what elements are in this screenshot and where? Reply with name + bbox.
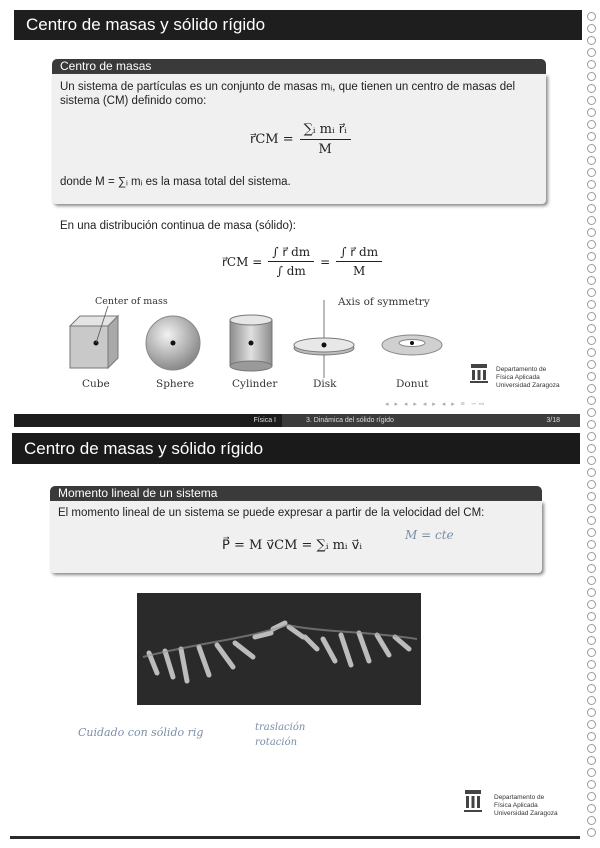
institution-block-2: [494, 794, 558, 818]
cm-formula: [250, 122, 351, 157]
binding-ring: [587, 336, 596, 345]
binding-ring: [587, 672, 596, 681]
binding-ring: [587, 576, 596, 585]
binding-ring: [587, 84, 596, 93]
continuous-formula: [222, 245, 382, 278]
binding-ring: [587, 828, 596, 837]
footer-section: 3. Dinámica del sólido rígido: [306, 417, 394, 424]
binding-ring: [587, 240, 596, 249]
cm-formula-lhs: r⃗CM =: [250, 132, 294, 147]
institution2-line-3: Universidad Zaragoza: [494, 810, 558, 817]
shape-label-cube: Cube: [82, 378, 110, 390]
binding-ring: [587, 312, 596, 321]
bottom-rule: [10, 836, 580, 839]
binding-ring: [587, 720, 596, 729]
binding-ring: [587, 564, 596, 573]
slide2-block-title: Momento lineal de un sistema: [50, 486, 542, 501]
binding-ring: [587, 432, 596, 441]
cube-shape: [70, 306, 118, 368]
cm-formula-numerator: ∑ᵢ mᵢ r⃗ᵢ: [300, 122, 351, 140]
binding-ring: [587, 204, 596, 213]
binding-ring: [587, 192, 596, 201]
university-logo-icon: [468, 362, 490, 386]
binding-ring: [587, 156, 596, 165]
binding-ring: [587, 780, 596, 789]
slide2-title: Centro de masas y sólido rígido: [12, 433, 580, 464]
binding-ring: [587, 288, 596, 297]
binding-ring: [587, 528, 596, 537]
binding-ring: [587, 168, 596, 177]
shape-label-sphere: Sphere: [156, 378, 195, 390]
institution2-line-2: Física Aplicada: [494, 802, 538, 809]
cylinder-shape: [230, 315, 272, 371]
binding-ring: [587, 588, 596, 597]
binding-ring: [587, 708, 596, 717]
disk-shape: [294, 300, 354, 378]
binding-ring: [587, 624, 596, 633]
institution-line-2: Física Aplicada: [496, 374, 540, 381]
slide1-title: Centro de masas y sólido rígido: [14, 10, 582, 40]
binding-ring: [587, 660, 596, 669]
binding-ring: [587, 612, 596, 621]
continuous-eq: =: [320, 254, 331, 269]
binding-ring: [587, 324, 596, 333]
binding-ring: [587, 384, 596, 393]
donut-shape: [382, 335, 442, 355]
binding-ring: [587, 504, 596, 513]
slide2-block-text: El momento lineal de un sistema se puede expresar a partir de la velocidad del CM:: [58, 507, 485, 519]
binding-ring: [587, 216, 596, 225]
binding-ring: [587, 636, 596, 645]
handwritten-note-1: Cuidado con sólido rig: [78, 726, 204, 739]
handwritten-note-2: traslación: [255, 722, 306, 733]
footer-course: Física I: [253, 417, 276, 424]
beamer-navigation-icons[interactable]: ◂ ▸ ◂ ▸ ◂ ▸ ◂ ▸ ≡ ∽∾: [385, 401, 487, 408]
axis-of-symmetry-label: Axis of symmetry: [338, 296, 430, 308]
cm-formula-denominator: M: [318, 142, 332, 157]
binding-ring: [587, 120, 596, 129]
binding-ring: [587, 180, 596, 189]
binding-ring: [587, 348, 596, 357]
institution-line-1: Departamento de: [496, 366, 547, 373]
binding-ring: [587, 420, 596, 429]
handwritten-mass-note: M = cte: [405, 528, 454, 542]
continuous-den-1: ∫ dm: [276, 264, 306, 278]
binding-ring: [587, 396, 596, 405]
slide1-block-text: Un sistema de partículas es un conjunto de masas mᵢ, que tienen un centro de masas del sistema (CM) definido como:: [60, 81, 516, 107]
institution-block-1: [496, 366, 560, 390]
binding-ring: [587, 468, 596, 477]
binding-ring: [587, 228, 596, 237]
footer-left-bar: [14, 414, 282, 427]
binding-ring: [587, 36, 596, 45]
binding-ring: [587, 252, 596, 261]
shape-label-cylinder: Cylinder: [232, 378, 278, 390]
binding-ring: [587, 792, 596, 801]
sphere-shape: [146, 316, 200, 370]
university-logo-icon-2: [462, 788, 484, 818]
binding-ring: [587, 516, 596, 525]
binding-ring: [587, 756, 596, 765]
binding-ring: [587, 12, 596, 21]
binding-ring: [587, 372, 596, 381]
institution2-line-1: Departamento de: [494, 794, 545, 801]
binding-ring: [587, 768, 596, 777]
binding-ring: [587, 60, 596, 69]
continuous-formula-lhs: r⃗CM =: [222, 254, 263, 269]
binding-ring: [587, 300, 596, 309]
rigid-body-motion-photo: [137, 593, 421, 705]
binding-ring: [587, 360, 596, 369]
binding-ring: [587, 816, 596, 825]
binding-ring: [587, 276, 596, 285]
binding-ring: [587, 540, 596, 549]
binding-ring: [587, 492, 596, 501]
total-mass-text: donde M = ∑ᵢ mᵢ es la masa total del sistema.: [60, 176, 291, 188]
binding-ring: [587, 684, 596, 693]
binding-ring: [587, 804, 596, 813]
binding-ring: [587, 108, 596, 117]
shape-label-donut: Donut: [396, 378, 429, 390]
binding-ring: [587, 648, 596, 657]
binding-ring: [587, 600, 596, 609]
momentum-formula: P⃗ = M v⃗CM = ∑ᵢ mᵢ v⃗ᵢ: [222, 538, 362, 553]
institution-line-3: Universidad Zaragoza: [496, 382, 560, 389]
shape-label-disk: Disk: [313, 378, 337, 390]
binding-ring: [587, 132, 596, 141]
handwritten-note-3: rotación: [255, 737, 298, 748]
binding-ring: [587, 144, 596, 153]
footer-page: 3/18: [546, 417, 560, 424]
binding-ring: [587, 480, 596, 489]
footer-right-bar: [282, 414, 580, 427]
binding-ring: [587, 96, 596, 105]
binding-ring: [587, 552, 596, 561]
continuous-text: En una distribución continua de masa (sólido):: [60, 220, 296, 232]
binding-ring: [587, 456, 596, 465]
binding-ring: [587, 744, 596, 753]
slide1-block-title: Centro de masas: [52, 59, 546, 74]
binding-ring: [587, 264, 596, 273]
binding-ring: [587, 444, 596, 453]
binding-ring: [587, 408, 596, 417]
binding-ring: [587, 732, 596, 741]
binding-ring: [587, 24, 596, 33]
continuous-num-1: ∫ r⃗ dm: [268, 245, 314, 262]
center-of-mass-label: Center of mass: [95, 296, 168, 307]
binding-ring: [587, 72, 596, 81]
continuous-num-2: ∫ r⃗ dm: [336, 245, 382, 262]
binding-ring: [587, 48, 596, 57]
continuous-den-2: M: [353, 264, 366, 278]
binding-ring: [587, 696, 596, 705]
